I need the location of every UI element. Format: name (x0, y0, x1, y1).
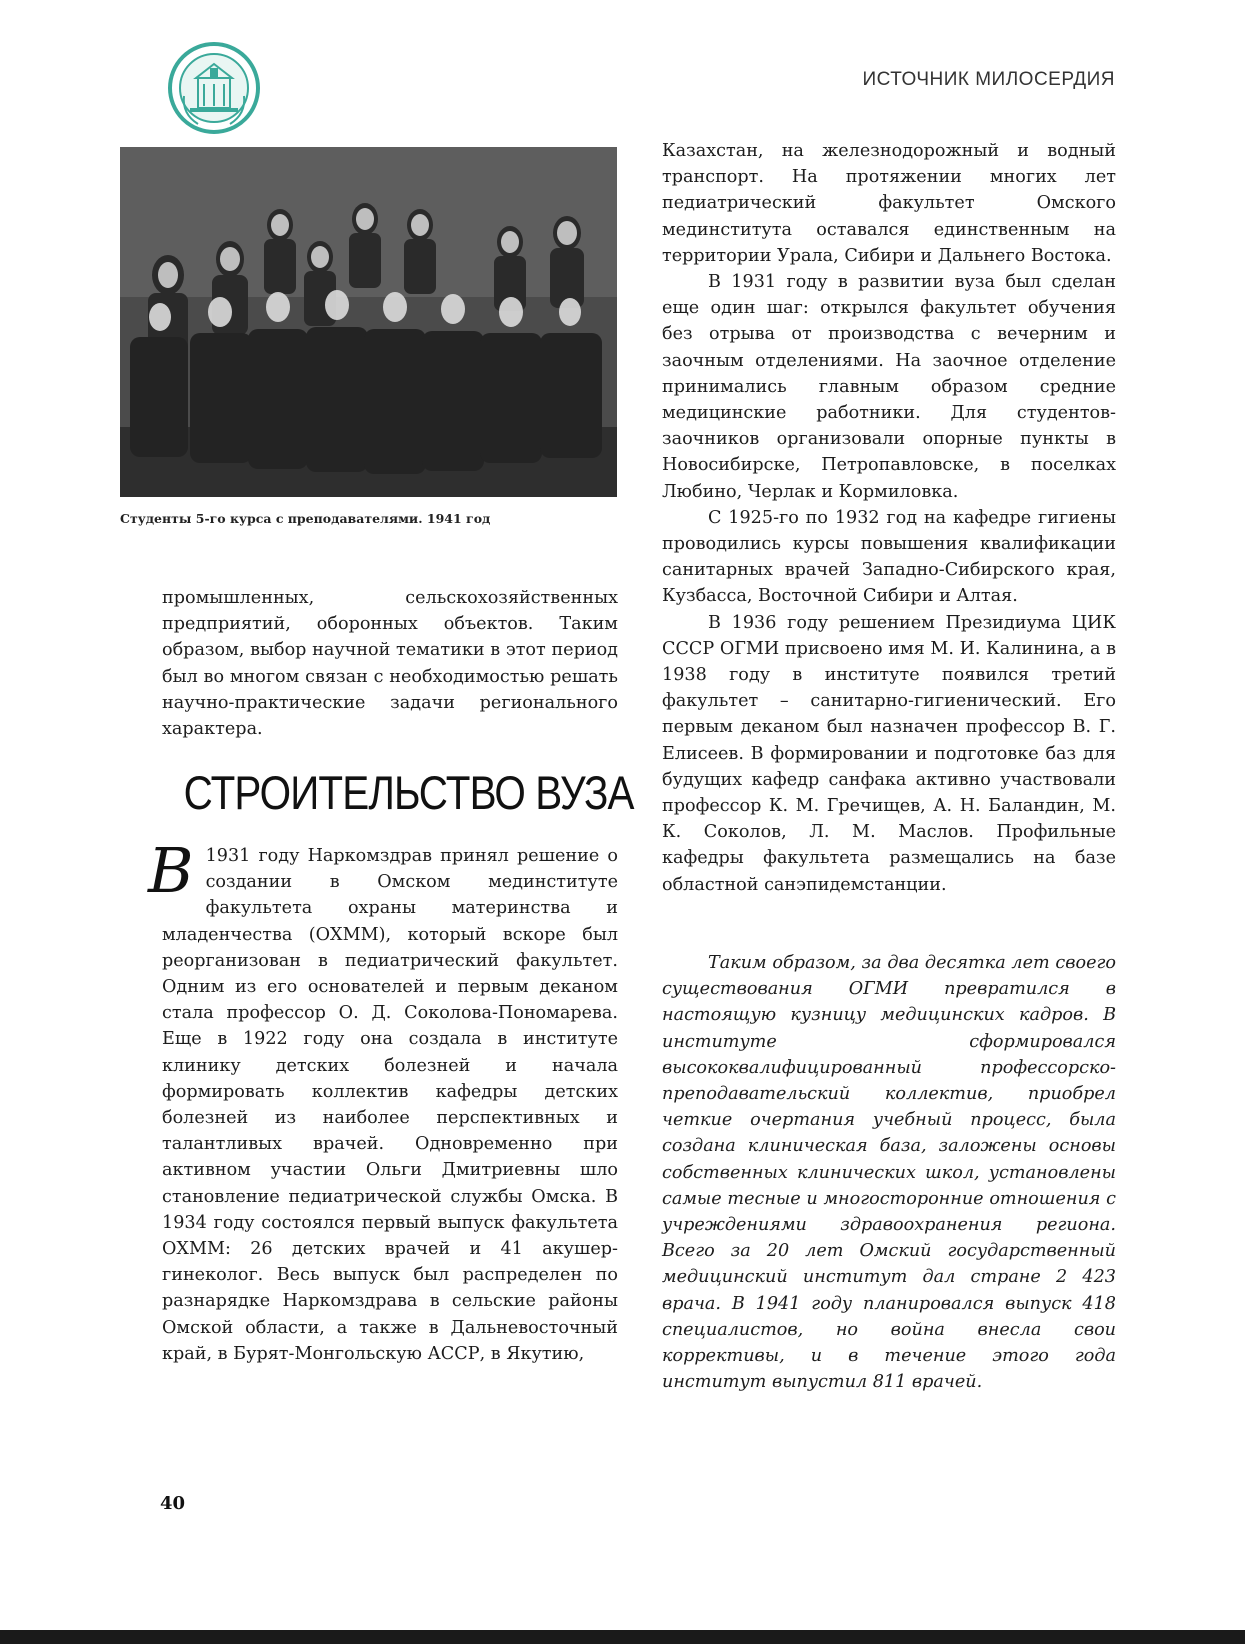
left-column-main (148, 834, 618, 1367)
university-logo-icon (168, 42, 260, 134)
bottom-border (0, 1630, 1245, 1644)
page-number: 40 (160, 1493, 186, 1514)
drop-cap: В (148, 834, 194, 907)
right-paragraph-1: Казахстан, на железнодорожный и водный транспорт. На протяжении многих лет педиатрический факультет Омского мединститута оставался единственным на территории Урала, Сибири и Дальнего Востока. (662, 141, 1116, 266)
left-column-intro (162, 585, 618, 742)
italic-conclusion: Таким образом, за два десятка лет своего существования ОГМИ превратился в настоящую кузницу медицинских кадров. В институте сформировался высококвалифицированный профессорско-преподавательский коллектив, приобрел четкие очертания учебный процесс, была создана клиническая база, заложены основы собственных клинических школ, установлены самые тесные и многосторонние отношения с учреждениями здравоохранения региона. Всего за 20 лет Омский государственный медицинский институт дал стране 2 423 врача. В 1941 году планировался выпуск 418 специалистов, но война внесла свои коррективы, и в течение этого года институт выпустил 811 врачей. (662, 953, 1116, 1393)
running-head-title: ИСТОЧНИК МИЛОСЕРДИЯ (862, 69, 1115, 90)
right-paragraph-4: В 1936 году решением Президиума ЦИК СССР ОГМИ присвоено имя М. И. Калинина, а в 1938 году в институте появился третий факультет – санитарно-гигиенический. Его первым деканом был назначен профессор В. Г. Елисеев. В формировании и подготовке баз для будущих кафедр санфака активно участвовали профессор К. М. Гречищев, А. Н. Баландин, М. К. Соколов, Л. М. Маслов. Профильные кафедры факультета размещались на базе областной санэпидемстанции. (662, 612, 1116, 895)
right-column-conclusion (662, 950, 1116, 1395)
group-photo (120, 147, 617, 497)
right-paragraph-3: С 1925-го по 1932 год на кафедре гигиены проводились курсы повышения квалификации санитарных врачей Западно-Сибирского края, Кузбасса, Восточной Сибири и Алтая. (662, 507, 1116, 607)
photo-caption: Студенты 5-го курса с преподавателями. 1941 год (120, 511, 491, 526)
section-heading: СТРОИТЕЛЬСТВО ВУЗА (183, 766, 634, 819)
right-column (662, 138, 1116, 898)
right-paragraph-2: В 1931 году в развитии вуза был сделан еще один шаг: открылся факультет обучения без отрыва от производства с вечерним и заочным отделениями. На заочное отделение принимались главным образом средние медицинские работники. Для студентов-заочников организовали опорные пункты в Новосибирске, Петропавловске, в поселках Любино, Черлак и Кормиловка. (662, 272, 1116, 502)
main-paragraph: 1931 году Наркомздрав принял решение о создании в Омском мединституте факультета охраны материнства и младенчества (ОХММ), который вскоре был реорганизован в педиатрический факультет. Одним из его основателей и первым деканом стала профессор О. Д. Соколова-Пономарева. Еще в 1922 году она создала в институте клинику детских болезней и начала формировать коллектив кафедры детских болезней из наиболее перспективных и талантливых врачей. Одновременно при активном участии Ольги Дмитриевны шло становление педиатрической службы Омска. В 1934 году состоялся первый выпуск факультета ОХММ: 26 детских врачей и 41 акушер-гинеколог. Весь выпуск был распределен по разнарядке Наркомздрава в сельские районы Омской области, а также в Дальневосточный край, в Бурят-Монгольскую АССР, в Якутию, (162, 846, 618, 1364)
intro-paragraph: промышленных, сельскохозяйственных предприятий, оборонных объектов. Таким образом, выбор научной тематики в этот период был во многом связан с необходимостью решать научно-практические задачи регионального характера. (162, 588, 618, 740)
